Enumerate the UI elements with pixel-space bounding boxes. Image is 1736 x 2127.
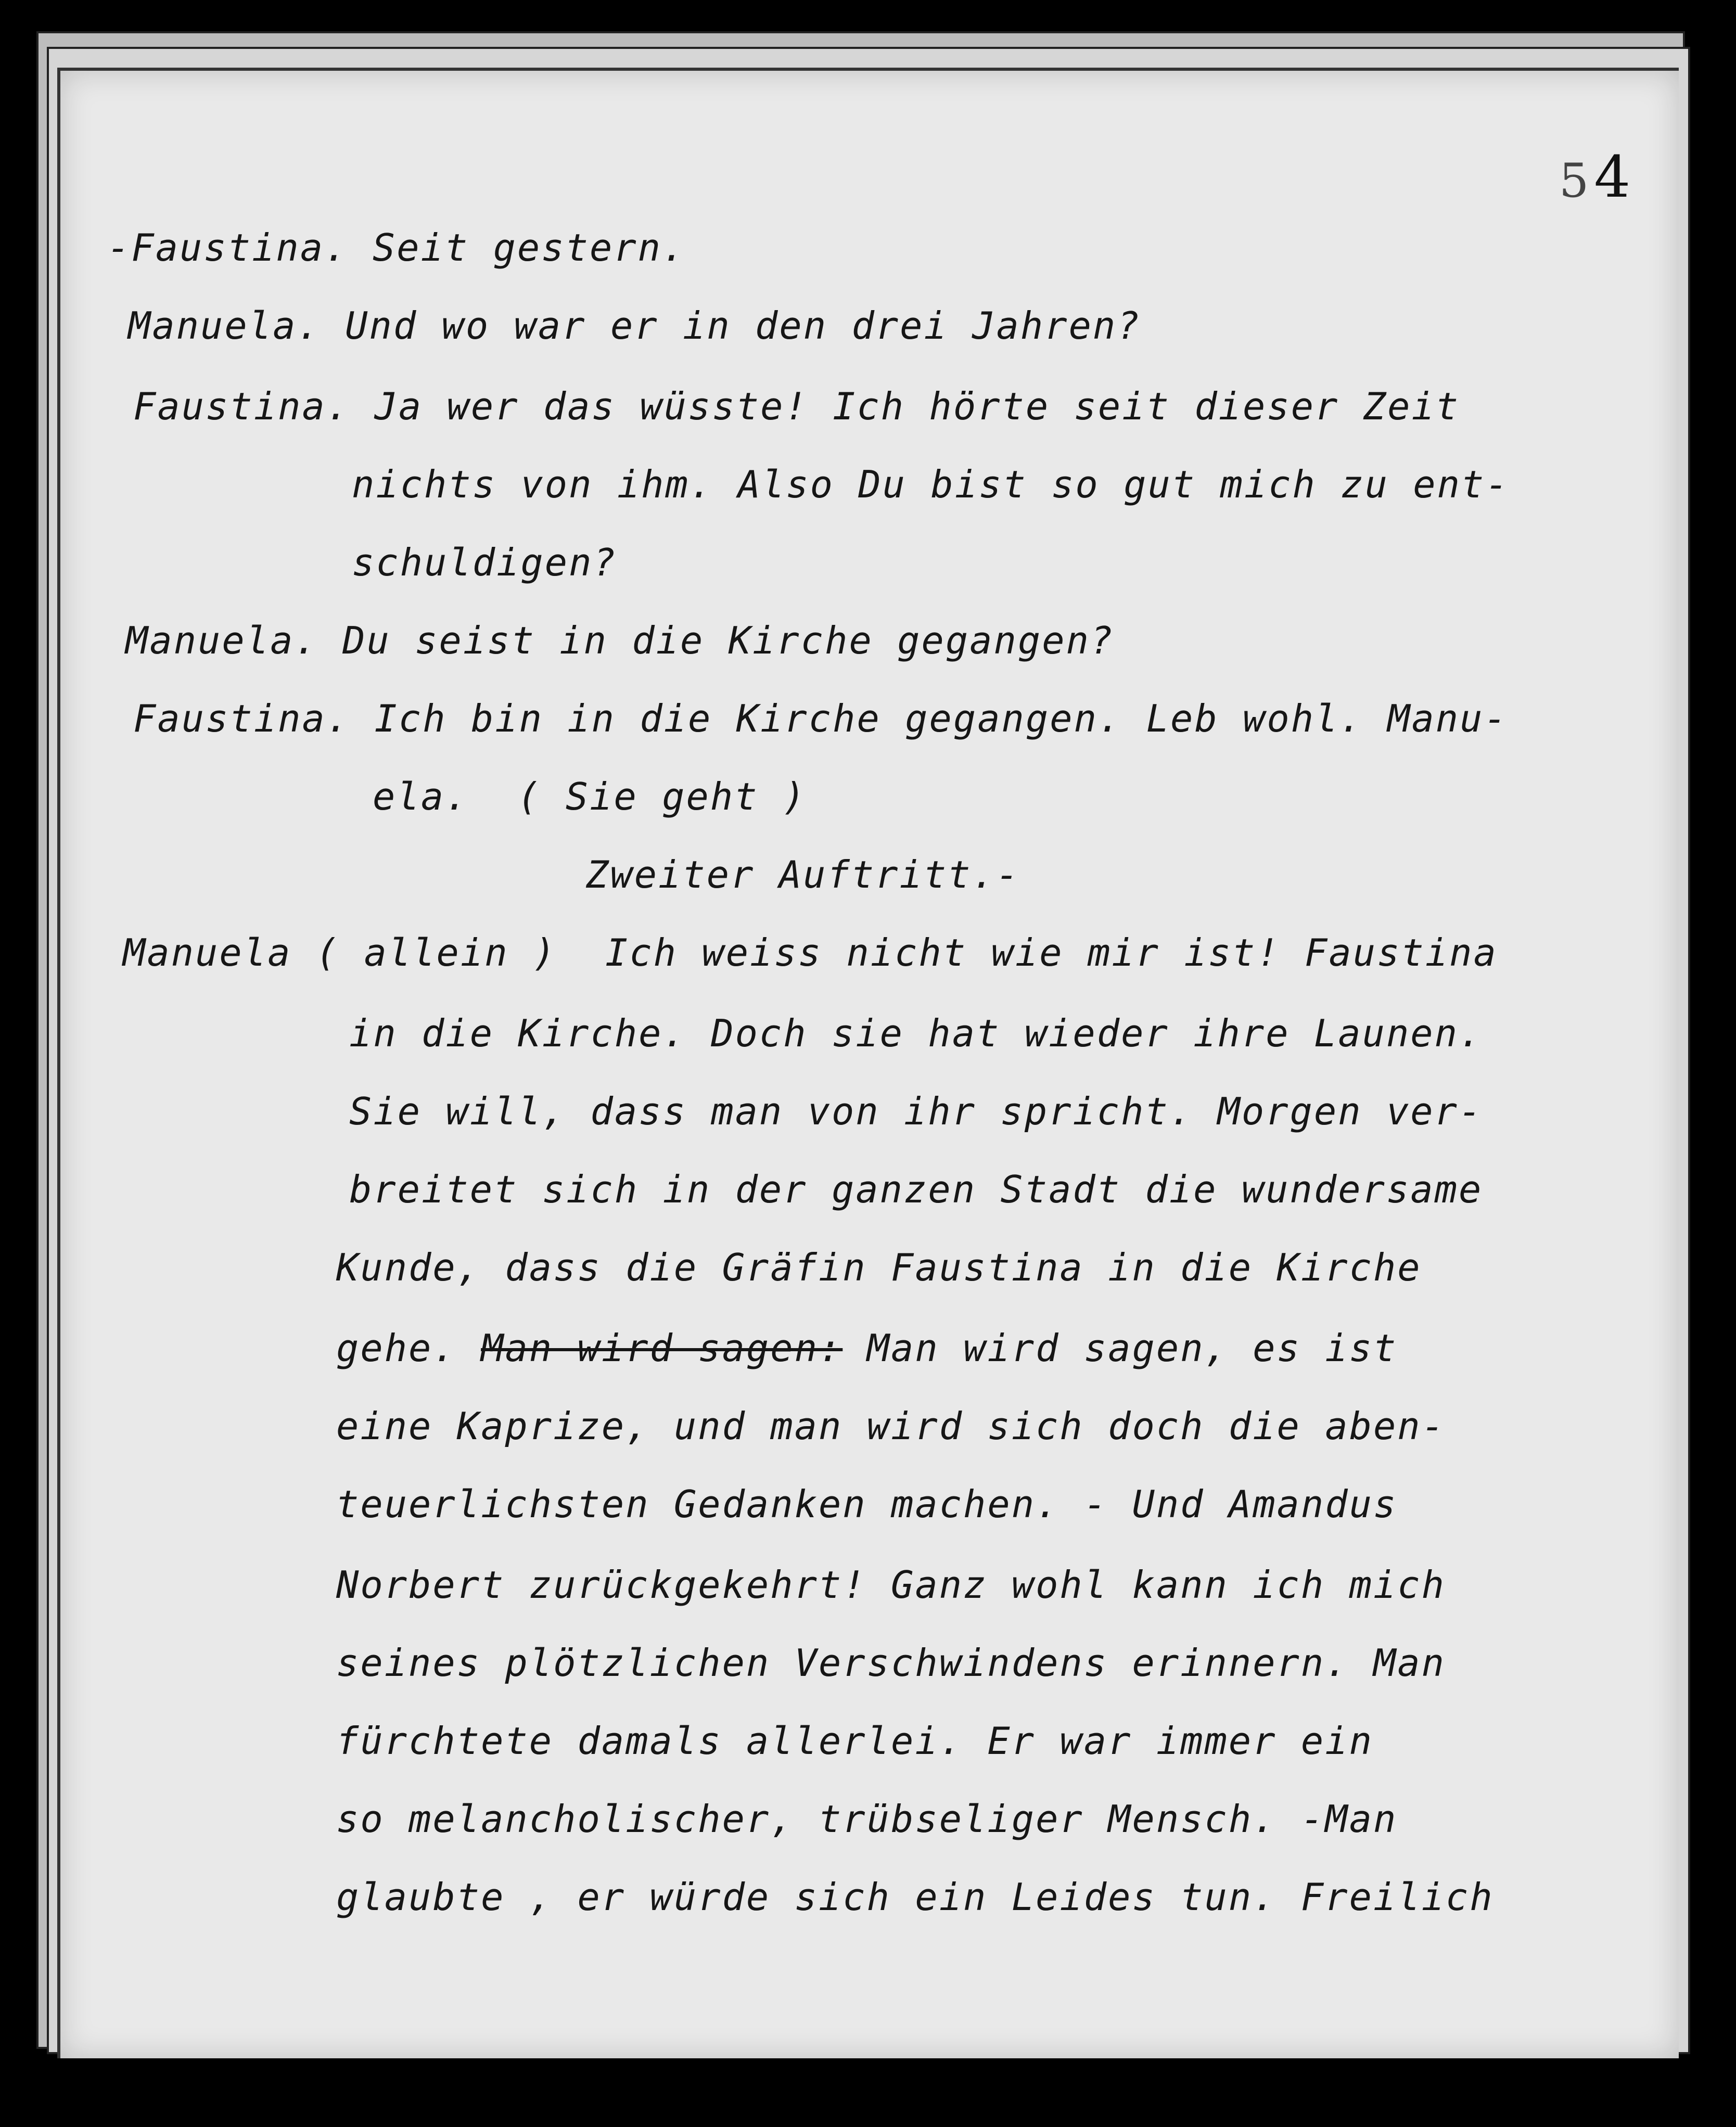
page-number	[1559, 144, 1632, 210]
speaker-name: Faustina.	[133, 697, 351, 740]
text-line	[352, 461, 1510, 508]
speaker-name: Manuela	[123, 931, 292, 975]
line-text: Und wo war er in den drei Jahren?	[345, 304, 1141, 348]
pencil-page-digit: 5	[1559, 153, 1591, 208]
text-line	[336, 1796, 1397, 1842]
text-line	[336, 1874, 1494, 1920]
struck-text: Man wird sagen:	[481, 1326, 843, 1370]
line-text: schuldigen?	[352, 541, 617, 584]
text-line	[336, 1403, 1446, 1450]
line-text: so melancholischer, trübseliger Mensch. -Man	[336, 1797, 1398, 1841]
line-text: Ich bin in die Kirche gegangen. Leb wohl. Manu-	[374, 697, 1508, 740]
line-text: seines plötzlichen Verschwindens erinnern. Man	[336, 1641, 1446, 1685]
line-text: Kunde, dass die Gräfin Faustina in die Kirche	[336, 1246, 1422, 1289]
text-line	[336, 1481, 1397, 1528]
line-text: Ja wer das wüsste! Ich hörte seit dieser Zeit	[374, 385, 1460, 428]
line-text: glaubte , er würde sich ein Leides tun. Freilich	[336, 1875, 1494, 1919]
text-line	[349, 1088, 1483, 1135]
text-line	[125, 617, 1114, 664]
speaker-name: Manuela.	[128, 304, 321, 348]
typewritten-page	[57, 68, 1679, 2058]
text-line	[133, 695, 1508, 742]
text-line	[123, 929, 1498, 976]
line-text: nichts von ihm. Also Du bist so gut mich zu ent-	[352, 463, 1510, 506]
line-text: Man wird sagen, es ist	[866, 1326, 1398, 1370]
text-line	[336, 1325, 1397, 1372]
line-text: Sie will, dass man von ihr spricht. Morgen ver-	[349, 1090, 1483, 1133]
speaker-name: -Faustina.	[107, 226, 349, 270]
line-text: in die Kirche. Doch sie hat wieder ihre Launen.	[349, 1011, 1483, 1055]
text-line	[352, 539, 617, 586]
text-line	[349, 1010, 1483, 1057]
line-text: gehe.	[336, 1326, 457, 1370]
scene-heading	[586, 851, 1020, 898]
line-text: Norbert zurückgekehrt! Ganz wohl kann ich mich	[336, 1563, 1446, 1607]
text-line	[336, 1561, 1446, 1608]
text-line	[349, 1166, 1483, 1213]
text-line	[336, 1244, 1422, 1291]
line-text: Seit gestern.	[372, 226, 686, 270]
line-text: ela. ( Sie geht )	[373, 775, 807, 818]
line-text: eine Kaprize, und man wird sich doch die aben-	[336, 1404, 1446, 1448]
text-line	[133, 383, 1460, 430]
text-line	[128, 302, 1141, 349]
line-text: teuerlichsten Gedanken machen. - Und Amandus	[336, 1482, 1398, 1526]
line-text: ( allein ) Ich weiss nicht wie mir ist! Faustina	[315, 931, 1498, 975]
line-text: Du seist in die Kirche gegangen?	[342, 619, 1115, 662]
text-line	[336, 1639, 1446, 1686]
scene-heading-text: Zweiter Auftritt.-	[586, 853, 1020, 896]
speaker-name: Faustina.	[133, 385, 351, 428]
line-text: fürchtete damals allerlei. Er war immer ein	[336, 1719, 1373, 1763]
speaker-name: Manuela.	[125, 619, 318, 662]
line-text: breitet sich in der ganzen Stadt die wundersame	[349, 1168, 1483, 1211]
text-line	[107, 224, 686, 271]
text-line	[336, 1718, 1373, 1764]
text-line	[373, 773, 807, 820]
ink-page-digit: 4	[1594, 144, 1633, 210]
